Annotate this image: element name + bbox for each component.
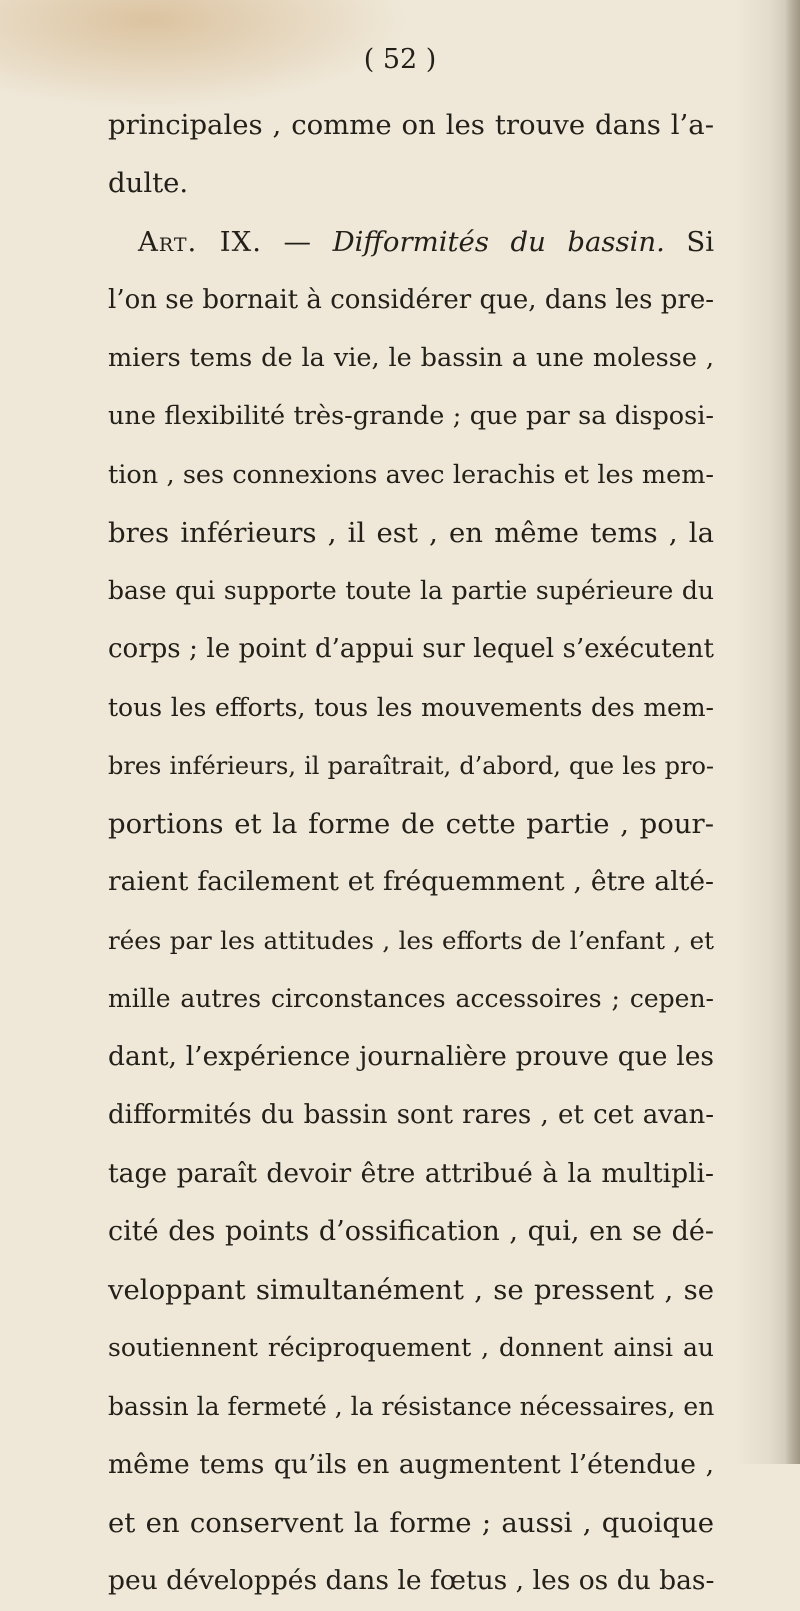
text-line: corps ; le point d’appui sur lequel s’exécutent	[108, 634, 714, 665]
text-line: bres inférieurs , il est , en même tems , la	[108, 516, 714, 549]
text-line: même tems qu’ils en augmentent l’étendue ,	[108, 1448, 714, 1480]
text-line: base qui supporte toute la partie supérieure du	[108, 576, 714, 605]
text-line: raient facilement et fréquemment , être alté-	[108, 866, 714, 898]
text-line: veloppant simultanément , se pressent , se	[108, 1274, 714, 1306]
text-line: rées par les attitudes , les efforts de l’enfant , et	[108, 925, 714, 955]
text-line: bres inférieurs, il paraîtrait, d’abord, que les pro-	[108, 751, 714, 780]
text-line: bassin la fermeté , la résistance nécessaires, en	[108, 1391, 715, 1421]
page-edge	[786, 0, 800, 1464]
article-label: Art. IX.	[138, 225, 262, 258]
heading-dash: —	[261, 225, 333, 258]
text-line: l’on se bornait à considérer que, dans les pre-	[108, 284, 714, 315]
text-line: difformités du bassin sont rares , et cet avan-	[108, 1100, 714, 1131]
text-line: miers tems de la vie, le bassin a une molesse ,	[108, 343, 714, 373]
text-line: mille autres circonstances accessoires ; cepen-	[108, 983, 714, 1013]
text-line: dulte.	[108, 167, 189, 200]
text-line: tion , ses connexions avec lerachis et les mem-	[108, 459, 714, 490]
text-line: dant, l’expérience journalière prouve que les	[108, 1041, 714, 1072]
text-line: une flexibilité très-grande ; que par sa disposi-	[108, 401, 714, 432]
text-line: et en conservent la forme ; aussi , quoique	[108, 1507, 714, 1539]
text-line: cité des points d’ossification , qui, en se dé-	[108, 1215, 714, 1247]
text-line: portions et la forme de cette partie , pour-	[108, 808, 714, 840]
article-title: Difformités du bassin.	[332, 225, 665, 258]
text-line: principales , comme on les trouve dans l’a-	[108, 109, 714, 141]
text-line: tous les efforts, tous les mouvements des mem-	[108, 692, 714, 722]
text-line: soutiennent réciproquement , donnent ainsi au	[108, 1333, 714, 1363]
text-line: peu développés dans le fœtus , les os du bas-	[108, 1565, 715, 1597]
body-text	[108, 96, 714, 1611]
article-heading-line	[108, 213, 714, 271]
text-fragment: Si	[664, 225, 715, 258]
text-line: tage paraît devoir être attribué à la multipli-	[108, 1157, 714, 1189]
page-number: ( 52 )	[363, 44, 437, 75]
